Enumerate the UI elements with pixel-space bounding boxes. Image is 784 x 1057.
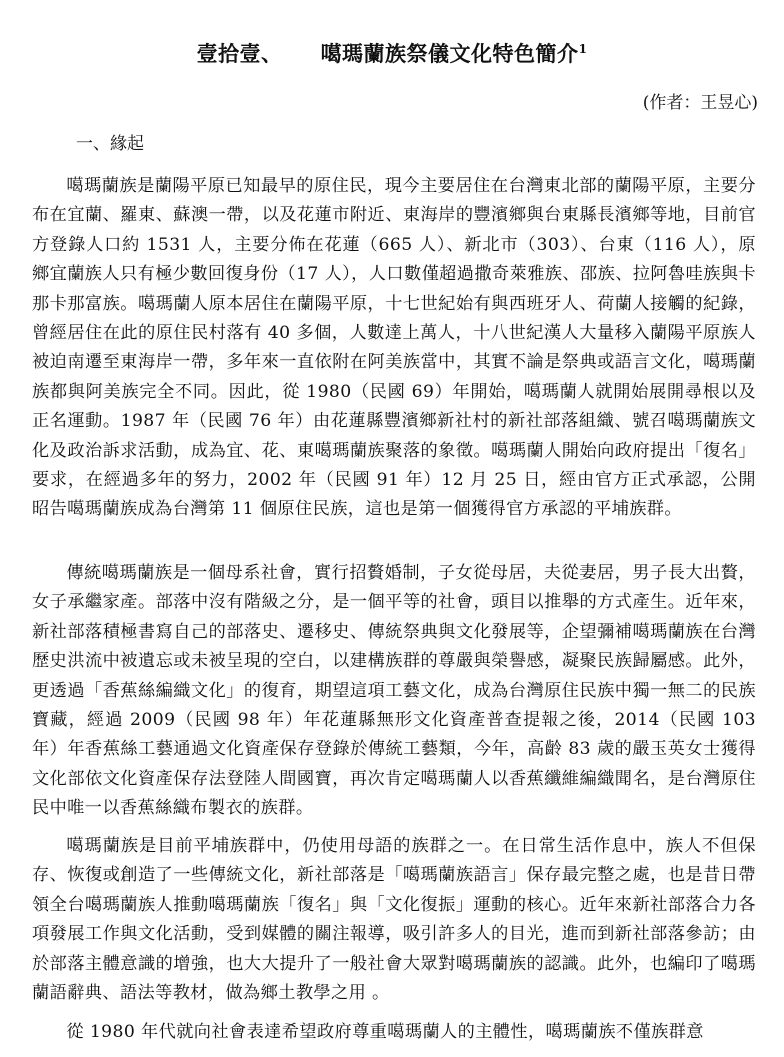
paragraph: 傳統噶瑪蘭族是一個母系社會，實行招贅婚制，子女從母居，夫從妻居，男子長大出贅，女子承繼家產。部落中沒有階級之分，是一個平等的社會，頭目以推舉的方式產生。近年來，新社部落積極書寫自己的部落史、遷移史、傳統祭典與文化發展等，企望彌補噶瑪蘭族在台灣歷史洪流中被遺忘或未被呈現的空白，以建構族群的尊嚴與榮譽感，凝聚民族歸屬感。此外，更透過「香蕉絲編織文化」的復育，期望這項工藝文化，成為台灣原住民族中獨一無二的民族寶藏，經過 2009（民國 98 年）年花蓮縣無形文化資產普查提報之後，2014（民國 103 年）年香蕉絲工藝通過文化資產保存登錄於傳統工藝類，今年，高齡 83 歲的嚴玉英女士獲得文化部依文化資產保存法登陸人間國寶，再次肯定噶瑪蘭人以香蕉纖維編織聞名，是台灣原住民中唯一以香蕉絲織布製衣的族群。 <box>32 563 756 819</box>
paragraph: 噶瑪蘭族是蘭陽平原已知最早的原住民，現今主要居住在台灣東北部的蘭陽平原，主要分布在宜蘭、羅東、蘇澳一帶，以及花蓮市附近、東海岸的豐濱鄉與台東縣長濱鄉等地，目前官方登錄人口約 1531 人，主要分佈在花蓮（665 人）、新北市（303）、台東（116 人），原鄉宜蘭族人只有極少數回復身份（17 人），人口數僅超過撒奇萊雅族、邵族、拉阿魯哇族與卡那卡那富族。噶瑪蘭人原本居住在蘭陽平原，十七世紀始有與西班牙人、荷蘭人接觸的紀錄，曾經居住在此的原住民村落有 40 多個，人數達上萬人，十八世紀漢人大量移入蘭陽平原族人被迫南遷至東海岸一帶，多年來一直依附在阿美族當中，其實不論是祭典或語言文化，噶瑪蘭族都與阿美族完全不同。因此，從 1980（民國 69）年開始，噶瑪蘭人就開始展開尋根以及正名運動。1987 年（民國 76 年）由花蓮縣豐濱鄉新社村的新社部落組織、號召噶瑪蘭族文化及政治訴求活動，成為宜、花、東噶瑪蘭族聚落的象徵。噶瑪蘭人開始向政府提出「復名」要求，在經過多年的努力，2002 年（民國 91 年）12 月 25 日，經由官方正式承認，公開昭告噶瑪蘭族成為台灣第 11 個原住民族，這也是第一個獲得官方承認的平埔族群。 <box>32 176 756 520</box>
author-line: (作者：王昱心) <box>642 93 758 113</box>
document-title <box>0 38 784 68</box>
section-heading: 一、緣起 <box>76 134 144 154</box>
title-number: 壹拾壹、 <box>196 41 283 66</box>
paragraph: 從 1980 年代就向社會表達希望政府尊重噶瑪蘭人的主體性，噶瑪蘭族不僅族群意 <box>66 1022 704 1042</box>
paragraph: 噶瑪蘭族是目前平埔族群中，仍使用母語的族群之一。在日常生活作息中，族人不但保存、恢復或創造了一些傳統文化，新社部落是「噶瑪蘭族語言」保存最完整之處，也是昔日帶領全台噶瑪蘭族人推動噶瑪蘭族「復名」與「文化復振」運動的核心。近年來新社部落合力各項發展工作與文化活動，受到媒體的關注報導，吸引許多人的目光，進而到新社部落參訪；由於部落主體意識的增強，也大大提升了一般社會大眾對噶瑪蘭族的認識。此外，也編印了噶瑪蘭語辭典、語法等教材，做為鄉土教學之用 。 <box>32 836 756 1004</box>
title-footnote-marker[interactable]: 1 <box>578 42 588 56</box>
title-text: 噶瑪蘭族祭儀文化特色簡介 <box>320 41 579 66</box>
